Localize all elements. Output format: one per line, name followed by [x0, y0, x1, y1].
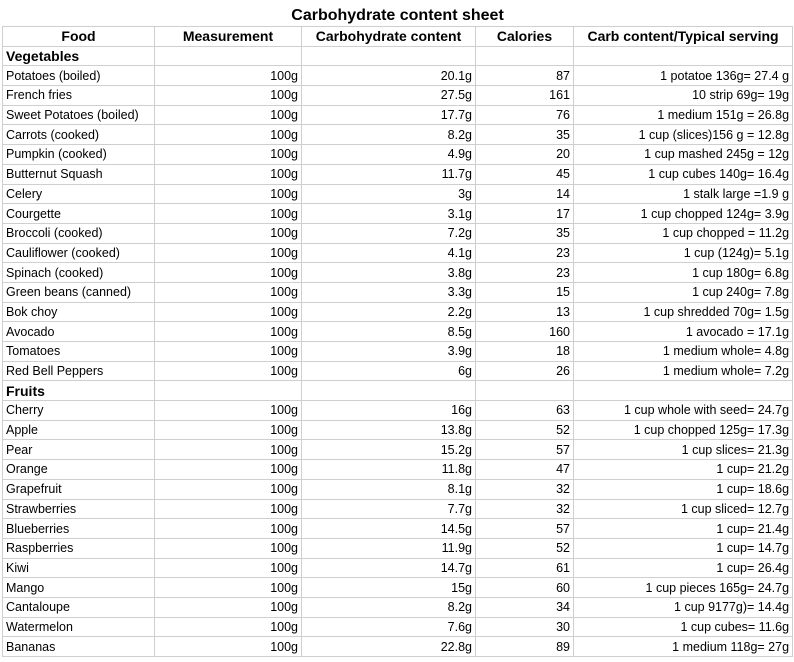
cell-measurement[interactable]: 100g	[155, 263, 302, 283]
cell-food[interactable]: Bananas	[3, 637, 155, 657]
header-carbohydrate-content[interactable]: Carbohydrate content	[302, 27, 476, 47]
cell-food[interactable]: Watermelon	[3, 617, 155, 637]
cell-carb-serving[interactable]: 1 potatoe 136g= 27.4 g	[574, 66, 793, 86]
cell-measurement[interactable]: 100g	[155, 401, 302, 421]
cell-calories[interactable]: 30	[476, 617, 574, 637]
cell-carb-content[interactable]: 3.3g	[302, 282, 476, 302]
cell-calories[interactable]: 26	[476, 361, 574, 381]
cell-carb-serving[interactable]: 1 stalk large =1.9 g	[574, 184, 793, 204]
cell-carb-serving[interactable]: 1 cup cubes 140g= 16.4g	[574, 164, 793, 184]
cell-calories[interactable]: 57	[476, 440, 574, 460]
cell-carb-content[interactable]: 20.1g	[302, 66, 476, 86]
cell-calories[interactable]: 35	[476, 125, 574, 145]
cell-calories[interactable]: 13	[476, 302, 574, 322]
cell-food[interactable]: Raspberries	[3, 538, 155, 558]
section-row	[3, 381, 793, 401]
cell-carb-content[interactable]: 15g	[302, 578, 476, 598]
cell-calories[interactable]: 14	[476, 184, 574, 204]
cell-measurement[interactable]: 100g	[155, 164, 302, 184]
cell-measurement[interactable]: 100g	[155, 460, 302, 480]
cell-carb-serving[interactable]: 1 medium whole= 4.8g	[574, 342, 793, 362]
cell-carb-serving[interactable]: 1 cup (124g)= 5.1g	[574, 243, 793, 263]
table-row	[3, 105, 793, 125]
cell-carb-content[interactable]: 3g	[302, 184, 476, 204]
cell-calories[interactable]: 45	[476, 164, 574, 184]
cell-calories[interactable]: 18	[476, 342, 574, 362]
cell-food[interactable]: Cherry	[3, 401, 155, 421]
cell-carb-content[interactable]: 17.7g	[302, 105, 476, 125]
cell-food[interactable]: Kiwi	[3, 558, 155, 578]
cell-measurement[interactable]: 100g	[155, 519, 302, 539]
table-row	[3, 597, 793, 617]
header-row	[3, 27, 793, 47]
cell-carb-content[interactable]: 3.1g	[302, 204, 476, 224]
cell-carb-serving[interactable]: 1 cup= 21.2g	[574, 460, 793, 480]
cell-calories[interactable]: 15	[476, 282, 574, 302]
table-row	[3, 519, 793, 539]
cell-carb-content[interactable]: 8.2g	[302, 125, 476, 145]
empty-cell[interactable]	[302, 381, 476, 401]
cell-food[interactable]: Grapefruit	[3, 479, 155, 499]
table-row	[3, 145, 793, 165]
cell-calories[interactable]: 61	[476, 558, 574, 578]
cell-food[interactable]: Sweet Potatoes (boiled)	[3, 105, 155, 125]
sheet-title[interactable]: Carbohydrate content sheet	[3, 6, 793, 27]
cell-food[interactable]: Tomatoes	[3, 342, 155, 362]
cell-food[interactable]: Cauliflower (cooked)	[3, 243, 155, 263]
cell-measurement[interactable]: 100g	[155, 342, 302, 362]
cell-carb-serving[interactable]: 1 cup slices= 21.3g	[574, 440, 793, 460]
empty-cell[interactable]	[574, 381, 793, 401]
cell-measurement[interactable]: 100g	[155, 243, 302, 263]
cell-carb-serving[interactable]: 1 cup cubes= 11.6g	[574, 617, 793, 637]
cell-food[interactable]: Avocado	[3, 322, 155, 342]
section-title[interactable]: Vegetables	[3, 46, 155, 66]
cell-carb-content[interactable]: 7.2g	[302, 223, 476, 243]
cell-calories[interactable]: 20	[476, 145, 574, 165]
cell-carb-content[interactable]: 8.5g	[302, 322, 476, 342]
cell-carb-serving[interactable]: 1 cup= 26.4g	[574, 558, 793, 578]
cell-food[interactable]: Spinach (cooked)	[3, 263, 155, 283]
cell-carb-serving[interactable]: 1 cup shredded 70g= 1.5g	[574, 302, 793, 322]
cell-measurement[interactable]: 100g	[155, 558, 302, 578]
empty-cell[interactable]	[574, 46, 793, 66]
table-row	[3, 282, 793, 302]
table-row	[3, 440, 793, 460]
cell-carb-serving[interactable]: 1 cup mashed 245g = 12g	[574, 145, 793, 165]
cell-calories[interactable]: 23	[476, 263, 574, 283]
empty-cell[interactable]	[155, 46, 302, 66]
cell-calories[interactable]: 32	[476, 499, 574, 519]
table-row	[3, 243, 793, 263]
header-carb-serving[interactable]: Carb content/Typical serving	[574, 27, 793, 47]
cell-measurement[interactable]: 100g	[155, 282, 302, 302]
table-row	[3, 401, 793, 421]
empty-cell[interactable]	[476, 46, 574, 66]
cell-measurement[interactable]: 100g	[155, 145, 302, 165]
cell-carb-content[interactable]: 11.9g	[302, 538, 476, 558]
cell-calories[interactable]: 160	[476, 322, 574, 342]
cell-carb-content[interactable]: 14.5g	[302, 519, 476, 539]
cell-calories[interactable]: 57	[476, 519, 574, 539]
cell-food[interactable]: Mango	[3, 578, 155, 598]
cell-measurement[interactable]: 100g	[155, 66, 302, 86]
cell-food[interactable]: Pumpkin (cooked)	[3, 145, 155, 165]
cell-calories[interactable]: 52	[476, 538, 574, 558]
empty-cell[interactable]	[476, 381, 574, 401]
table-row	[3, 342, 793, 362]
table-row	[3, 223, 793, 243]
table-row	[3, 204, 793, 224]
cell-measurement[interactable]: 100g	[155, 223, 302, 243]
cell-measurement[interactable]: 100g	[155, 420, 302, 440]
cell-carb-content[interactable]: 4.1g	[302, 243, 476, 263]
table-row	[3, 125, 793, 145]
header-calories[interactable]: Calories	[476, 27, 574, 47]
cell-measurement[interactable]: 100g	[155, 597, 302, 617]
cell-measurement[interactable]: 100g	[155, 479, 302, 499]
cell-calories[interactable]: 52	[476, 420, 574, 440]
cell-carb-content[interactable]: 4.9g	[302, 145, 476, 165]
cell-food[interactable]: Cantaloupe	[3, 597, 155, 617]
cell-measurement[interactable]: 100g	[155, 322, 302, 342]
table-row	[3, 637, 793, 657]
cell-measurement[interactable]: 100g	[155, 86, 302, 106]
table-row	[3, 420, 793, 440]
cell-carb-content[interactable]: 22.8g	[302, 637, 476, 657]
cell-measurement[interactable]: 100g	[155, 105, 302, 125]
cell-carb-serving[interactable]: 1 cup (slices)156 g = 12.8g	[574, 125, 793, 145]
cell-food[interactable]: Orange	[3, 460, 155, 480]
cell-measurement[interactable]: 100g	[155, 184, 302, 204]
cell-food[interactable]: Potatoes (boiled)	[3, 66, 155, 86]
cell-food[interactable]: Pear	[3, 440, 155, 460]
cell-calories[interactable]: 89	[476, 637, 574, 657]
cell-food[interactable]: Red Bell Peppers	[3, 361, 155, 381]
cell-carb-content[interactable]: 3.9g	[302, 342, 476, 362]
cell-food[interactable]: Butternut Squash	[3, 164, 155, 184]
cell-carb-content[interactable]: 16g	[302, 401, 476, 421]
cell-measurement[interactable]: 100g	[155, 499, 302, 519]
cell-carb-serving[interactable]: 1 cup chopped 125g= 17.3g	[574, 420, 793, 440]
table-row	[3, 617, 793, 637]
cell-calories[interactable]: 63	[476, 401, 574, 421]
cell-carb-serving[interactable]: 1 cup pieces 165g= 24.7g	[574, 578, 793, 598]
table-row	[3, 86, 793, 106]
cell-carb-content[interactable]: 2.2g	[302, 302, 476, 322]
cell-carb-serving[interactable]: 1 cup chopped = 11.2g	[574, 223, 793, 243]
cell-carb-serving[interactable]: 1 cup whole with seed= 24.7g	[574, 401, 793, 421]
cell-carb-content[interactable]: 27.5g	[302, 86, 476, 106]
cell-food[interactable]: French fries	[3, 86, 155, 106]
table-row	[3, 361, 793, 381]
section-row	[3, 46, 793, 66]
table-row	[3, 66, 793, 86]
cell-carb-content[interactable]: 14.7g	[302, 558, 476, 578]
cell-measurement[interactable]: 100g	[155, 125, 302, 145]
cell-measurement[interactable]: 100g	[155, 302, 302, 322]
cell-food[interactable]: Carrots (cooked)	[3, 125, 155, 145]
table-row	[3, 302, 793, 322]
cell-carb-serving[interactable]: 10 strip 69g= 19g	[574, 86, 793, 106]
cell-measurement[interactable]: 100g	[155, 440, 302, 460]
table-row	[3, 499, 793, 519]
table-row	[3, 263, 793, 283]
cell-carb-content[interactable]: 13.8g	[302, 420, 476, 440]
cell-calories[interactable]: 76	[476, 105, 574, 125]
cell-measurement[interactable]: 100g	[155, 637, 302, 657]
cell-carb-content[interactable]: 7.7g	[302, 499, 476, 519]
cell-food[interactable]: Green beans (canned)	[3, 282, 155, 302]
cell-measurement[interactable]: 100g	[155, 361, 302, 381]
cell-food[interactable]: Strawberries	[3, 499, 155, 519]
cell-carb-content[interactable]: 11.7g	[302, 164, 476, 184]
table-row	[3, 538, 793, 558]
carb-table	[2, 6, 793, 657]
cell-carb-serving[interactable]: 1 cup= 18.6g	[574, 479, 793, 499]
table-row	[3, 164, 793, 184]
cell-food[interactable]: Courgette	[3, 204, 155, 224]
cell-carb-serving[interactable]: 1 medium 118g= 27g	[574, 637, 793, 657]
section-title[interactable]: Fruits	[3, 381, 155, 401]
title-row	[3, 6, 793, 27]
cell-carb-serving[interactable]: 1 cup 9177g)= 14.4g	[574, 597, 793, 617]
cell-food[interactable]: Celery	[3, 184, 155, 204]
cell-carb-content[interactable]: 6g	[302, 361, 476, 381]
cell-food[interactable]: Bok choy	[3, 302, 155, 322]
cell-carb-content[interactable]: 15.2g	[302, 440, 476, 460]
table-row	[3, 184, 793, 204]
cell-carb-serving[interactable]: 1 cup 180g= 6.8g	[574, 263, 793, 283]
empty-cell[interactable]	[155, 381, 302, 401]
cell-measurement[interactable]: 100g	[155, 578, 302, 598]
cell-carb-content[interactable]: 8.1g	[302, 479, 476, 499]
cell-calories[interactable]: 161	[476, 86, 574, 106]
table-row	[3, 578, 793, 598]
cell-calories[interactable]: 60	[476, 578, 574, 598]
cell-calories[interactable]: 34	[476, 597, 574, 617]
table-row	[3, 558, 793, 578]
header-food[interactable]: Food	[3, 27, 155, 47]
cell-measurement[interactable]: 100g	[155, 538, 302, 558]
cell-calories[interactable]: 87	[476, 66, 574, 86]
table-row	[3, 460, 793, 480]
cell-carb-serving[interactable]: 1 cup= 21.4g	[574, 519, 793, 539]
header-measurement[interactable]: Measurement	[155, 27, 302, 47]
cell-carb-content[interactable]: 7.6g	[302, 617, 476, 637]
cell-calories[interactable]: 23	[476, 243, 574, 263]
cell-calories[interactable]: 47	[476, 460, 574, 480]
table-row	[3, 322, 793, 342]
empty-cell[interactable]	[302, 46, 476, 66]
cell-carb-content[interactable]: 11.8g	[302, 460, 476, 480]
cell-calories[interactable]: 32	[476, 479, 574, 499]
cell-carb-serving[interactable]: 1 cup 240g= 7.8g	[574, 282, 793, 302]
cell-measurement[interactable]: 100g	[155, 204, 302, 224]
cell-carb-serving[interactable]: 1 cup= 14.7g	[574, 538, 793, 558]
cell-carb-content[interactable]: 8.2g	[302, 597, 476, 617]
cell-calories[interactable]: 17	[476, 204, 574, 224]
cell-calories[interactable]: 35	[476, 223, 574, 243]
cell-measurement[interactable]: 100g	[155, 617, 302, 637]
cell-food[interactable]: Blueberries	[3, 519, 155, 539]
cell-carb-serving[interactable]: 1 cup chopped 124g= 3.9g	[574, 204, 793, 224]
cell-carb-content[interactable]: 3.8g	[302, 263, 476, 283]
cell-food[interactable]: Broccoli (cooked)	[3, 223, 155, 243]
cell-food[interactable]: Apple	[3, 420, 155, 440]
cell-carb-serving[interactable]: 1 cup sliced= 12.7g	[574, 499, 793, 519]
table-row	[3, 479, 793, 499]
cell-carb-serving[interactable]: 1 medium whole= 7.2g	[574, 361, 793, 381]
cell-carb-serving[interactable]: 1 medium 151g = 26.8g	[574, 105, 793, 125]
cell-carb-serving[interactable]: 1 avocado = 17.1g	[574, 322, 793, 342]
